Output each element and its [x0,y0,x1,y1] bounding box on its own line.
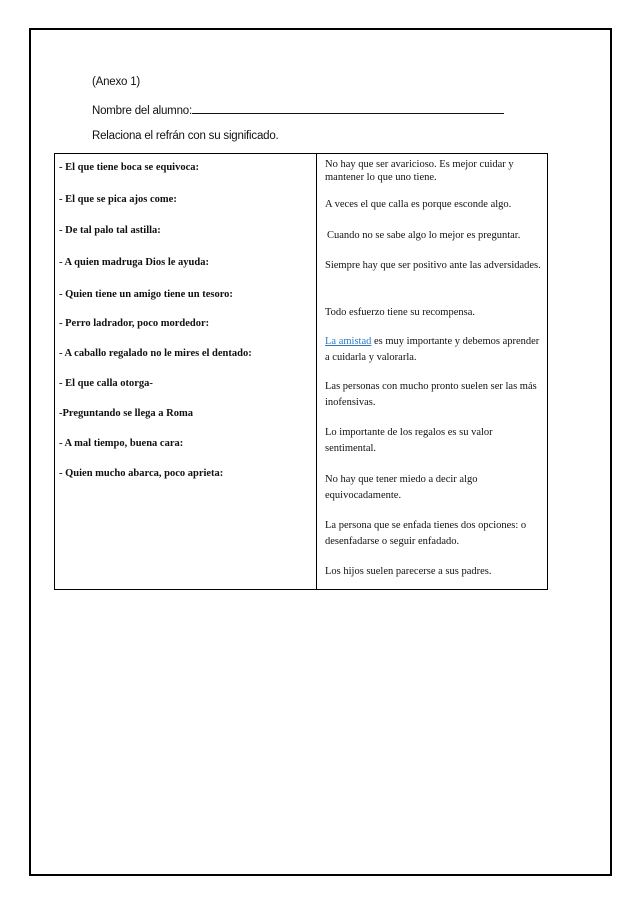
student-name-blank[interactable] [192,102,504,114]
column-divider [316,154,317,589]
meaning-item: Todo esfuerzo tiene su recompensa. [325,307,475,318]
proverb-item: - Perro ladrador, poco mordedor: [59,318,210,329]
proverb-item: - A caballo regalado no le mires el dentado: [59,348,252,359]
meaning-item: La persona que se enfada tienes dos opciones: o desenfadarse o seguir enfadado. [325,520,527,547]
meaning-item: Los hijos suelen parecerse a sus padres. [325,566,492,577]
proverb-item: - A mal tiempo, buena cara: [59,438,184,449]
meaning-item: No hay que tener miedo a decir algo equivocadamente. [325,474,478,501]
proverb-item: - De tal palo tal astilla: [59,225,161,236]
meaning-item: Lo importante de los regalos es su valor sentimental. [325,427,493,454]
meaning-item-rest: es muy importante y debemos aprender a cuidarla y valorarla. [325,336,540,363]
meaning-item: Cuando no se sabe algo lo mejor es preguntar. [327,230,521,241]
proverb-item: - El que tiene boca se equivoca: [59,162,199,173]
meaning-item: A veces el que calla es porque esconde algo. [325,199,512,210]
instruction-text: Relaciona el refrán con su significado. [92,130,279,142]
annex-label: (Anexo 1) [92,76,141,88]
proverb-item: - A quien madruga Dios le ayuda: [59,257,209,268]
meaning-item: Siempre hay que ser positivo ante las adversidades. [325,260,541,271]
meaning-item: Las personas con mucho pronto suelen ser las más inofensivas. [325,381,537,408]
amistad-link[interactable]: La amistad [325,336,372,347]
proverb-item: - El que se pica ajos come: [59,194,177,205]
meaning-item [325,334,545,366]
proverb-item: - Quien tiene un amigo tiene un tesoro: [59,289,233,300]
matching-table [54,153,548,590]
student-name-label: Nombre del alumno: [92,105,192,117]
student-name-row [92,102,504,117]
meaning-item: No hay que ser avaricioso. Es mejor cuidar y mantener lo que uno tiene. [325,159,514,183]
proverb-item: - Quien mucho abarca, poco aprieta: [59,468,224,479]
proverb-item: - El que calla otorga- [59,378,153,389]
proverb-item: -Preguntando se llega a Roma [59,408,193,419]
